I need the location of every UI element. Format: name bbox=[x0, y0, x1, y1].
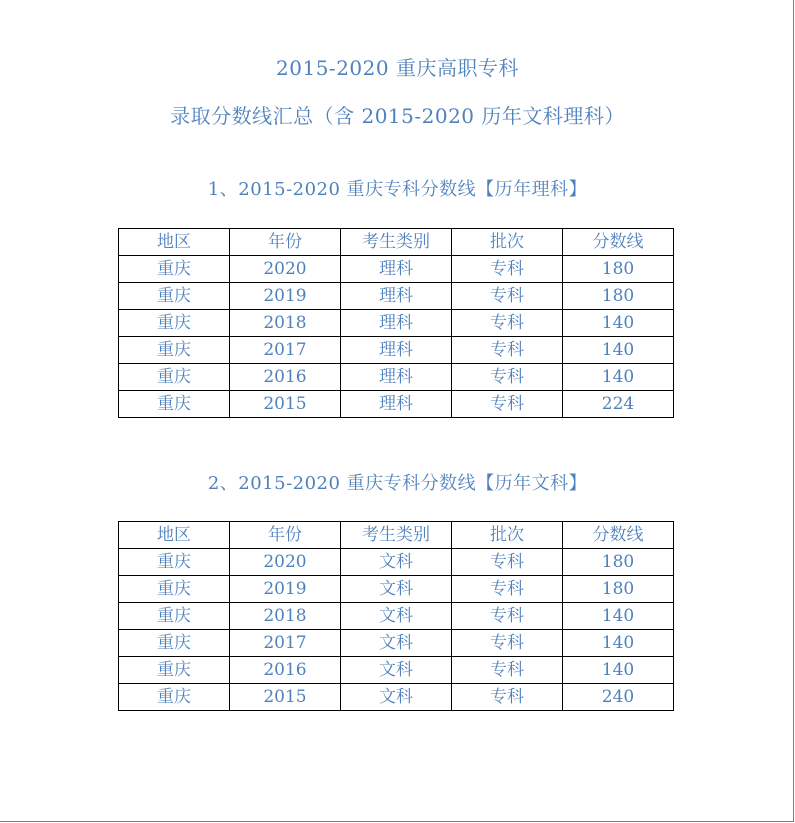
cell-year: 2016 bbox=[230, 657, 341, 684]
liberal-arts-score-table bbox=[118, 521, 674, 711]
cell-score: 240 bbox=[563, 684, 674, 711]
cell-category: 理科 bbox=[341, 310, 452, 337]
cell-category: 文科 bbox=[341, 576, 452, 603]
table-row bbox=[119, 549, 674, 576]
cell-batch: 专科 bbox=[452, 657, 563, 684]
column-header-year: 年份 bbox=[230, 522, 341, 549]
cell-score: 180 bbox=[563, 256, 674, 283]
cell-score: 140 bbox=[563, 337, 674, 364]
column-header-score: 分数线 bbox=[563, 522, 674, 549]
cell-year: 2019 bbox=[230, 283, 341, 310]
cell-score: 140 bbox=[563, 310, 674, 337]
table-row bbox=[119, 391, 674, 418]
cell-year: 2017 bbox=[230, 337, 341, 364]
column-header-category: 考生类别 bbox=[341, 522, 452, 549]
cell-category: 理科 bbox=[341, 283, 452, 310]
document-title-line1: 2015-2020 重庆高职专科 bbox=[276, 56, 519, 80]
cell-year: 2020 bbox=[230, 549, 341, 576]
section-heading-liberal-arts: 2、2015-2020 重庆专科分数线【历年文科】 bbox=[207, 473, 588, 494]
table-row bbox=[119, 630, 674, 657]
cell-batch: 专科 bbox=[452, 630, 563, 657]
cell-category: 理科 bbox=[341, 337, 452, 364]
cell-region: 重庆 bbox=[119, 283, 230, 310]
cell-year: 2020 bbox=[230, 256, 341, 283]
table-header-row bbox=[119, 522, 674, 549]
cell-year: 2018 bbox=[230, 603, 341, 630]
cell-region: 重庆 bbox=[119, 657, 230, 684]
table-row bbox=[119, 283, 674, 310]
cell-score: 224 bbox=[563, 391, 674, 418]
table-row bbox=[119, 337, 674, 364]
cell-batch: 专科 bbox=[452, 391, 563, 418]
cell-category: 理科 bbox=[341, 391, 452, 418]
table-header-row bbox=[119, 229, 674, 256]
cell-batch: 专科 bbox=[452, 337, 563, 364]
column-header-region: 地区 bbox=[119, 522, 230, 549]
cell-region: 重庆 bbox=[119, 310, 230, 337]
column-header-year: 年份 bbox=[230, 229, 341, 256]
table-row bbox=[119, 603, 674, 630]
cell-score: 140 bbox=[563, 630, 674, 657]
cell-score: 140 bbox=[563, 364, 674, 391]
cell-year: 2015 bbox=[230, 684, 341, 711]
cell-year: 2017 bbox=[230, 630, 341, 657]
table-row bbox=[119, 684, 674, 711]
cell-year: 2019 bbox=[230, 576, 341, 603]
cell-region: 重庆 bbox=[119, 391, 230, 418]
document-title-line2: 录取分数线汇总（含 2015-2020 历年文科理科） bbox=[170, 104, 625, 128]
cell-batch: 专科 bbox=[452, 576, 563, 603]
cell-batch: 专科 bbox=[452, 603, 563, 630]
table-row bbox=[119, 310, 674, 337]
column-header-score: 分数线 bbox=[563, 229, 674, 256]
cell-score: 140 bbox=[563, 603, 674, 630]
cell-score: 180 bbox=[563, 283, 674, 310]
cell-region: 重庆 bbox=[119, 364, 230, 391]
cell-batch: 专科 bbox=[452, 256, 563, 283]
science-score-table bbox=[118, 228, 674, 418]
cell-region: 重庆 bbox=[119, 337, 230, 364]
cell-region: 重庆 bbox=[119, 549, 230, 576]
column-header-region: 地区 bbox=[119, 229, 230, 256]
column-header-batch: 批次 bbox=[452, 522, 563, 549]
column-header-batch: 批次 bbox=[452, 229, 563, 256]
cell-batch: 专科 bbox=[452, 310, 563, 337]
cell-category: 文科 bbox=[341, 630, 452, 657]
cell-category: 文科 bbox=[341, 657, 452, 684]
cell-score: 180 bbox=[563, 576, 674, 603]
cell-batch: 专科 bbox=[452, 283, 563, 310]
cell-region: 重庆 bbox=[119, 630, 230, 657]
cell-category: 文科 bbox=[341, 684, 452, 711]
cell-batch: 专科 bbox=[452, 364, 563, 391]
table-row bbox=[119, 576, 674, 603]
cell-score: 180 bbox=[563, 549, 674, 576]
cell-year: 2015 bbox=[230, 391, 341, 418]
table-row bbox=[119, 657, 674, 684]
cell-year: 2018 bbox=[230, 310, 341, 337]
column-header-category: 考生类别 bbox=[341, 229, 452, 256]
cell-score: 140 bbox=[563, 657, 674, 684]
cell-year: 2016 bbox=[230, 364, 341, 391]
cell-category: 理科 bbox=[341, 364, 452, 391]
cell-batch: 专科 bbox=[452, 549, 563, 576]
cell-region: 重庆 bbox=[119, 576, 230, 603]
table-row bbox=[119, 256, 674, 283]
cell-region: 重庆 bbox=[119, 603, 230, 630]
cell-region: 重庆 bbox=[119, 684, 230, 711]
cell-region: 重庆 bbox=[119, 256, 230, 283]
cell-batch: 专科 bbox=[452, 684, 563, 711]
cell-category: 文科 bbox=[341, 549, 452, 576]
section-heading-science: 1、2015-2020 重庆专科分数线【历年理科】 bbox=[207, 179, 588, 200]
cell-category: 文科 bbox=[341, 603, 452, 630]
table-row bbox=[119, 364, 674, 391]
cell-category: 理科 bbox=[341, 256, 452, 283]
